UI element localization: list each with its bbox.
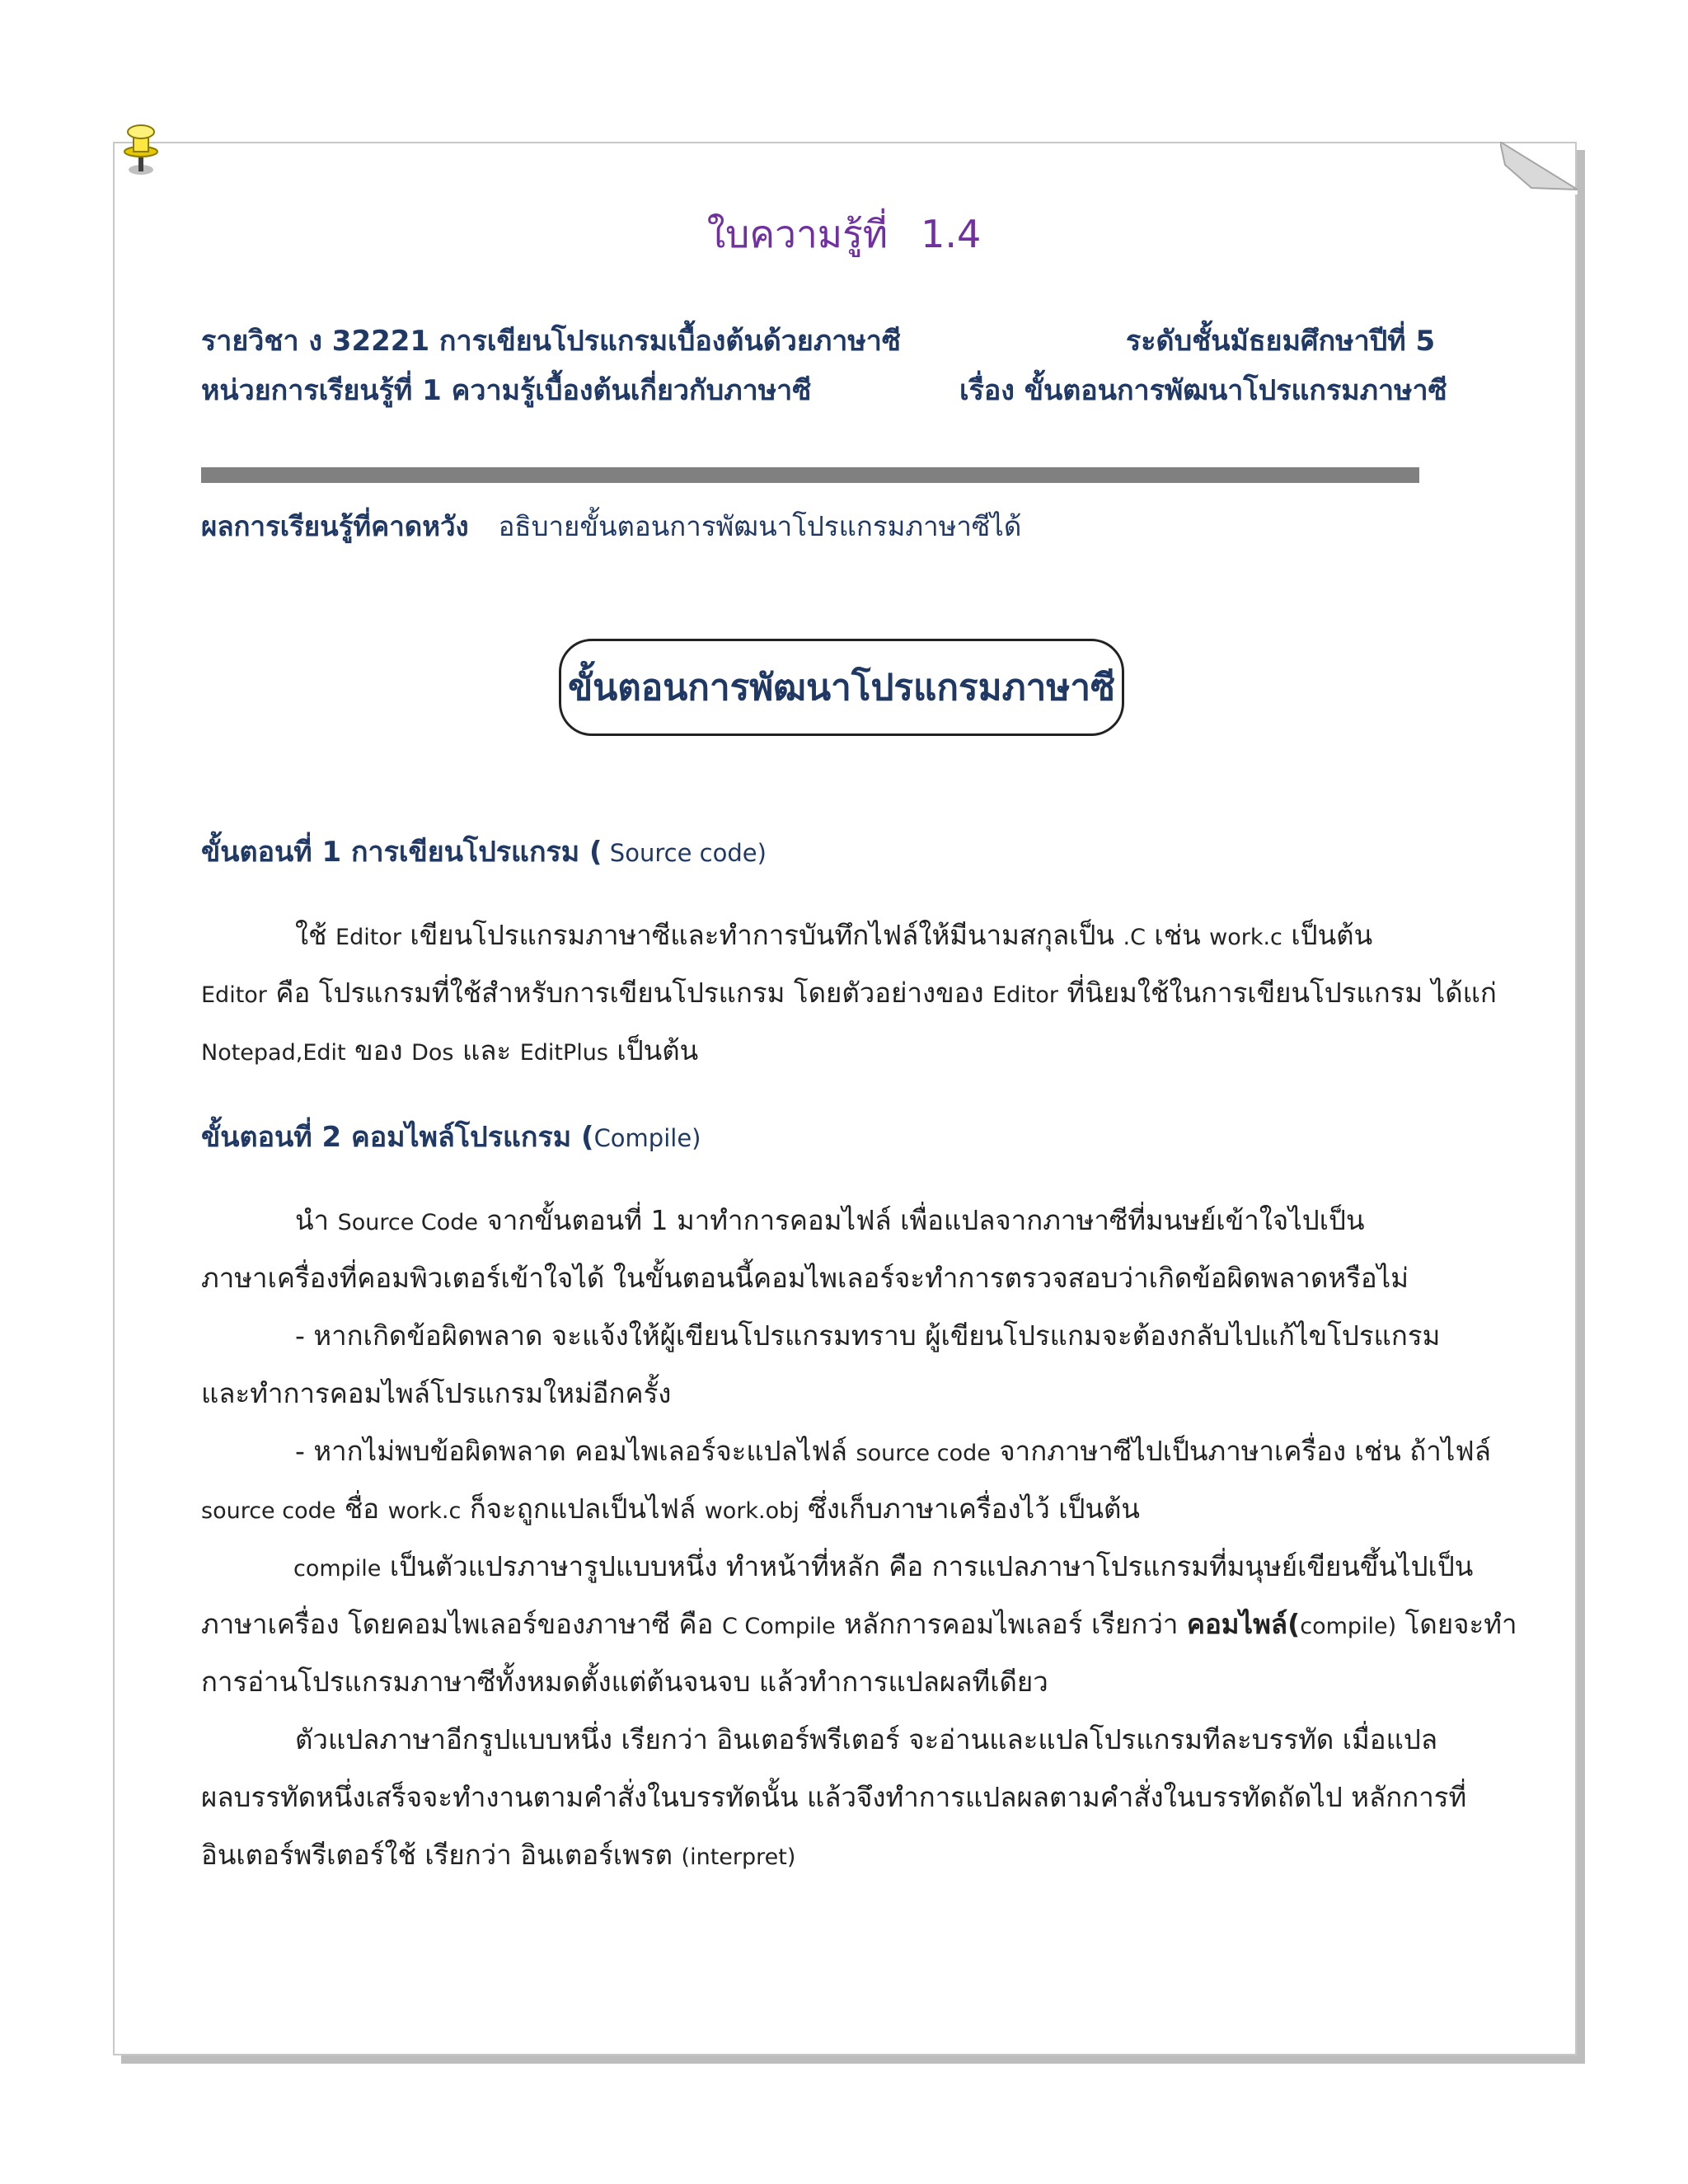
- text-run: หลักการคอมไพเลอร์ เรียกว่า: [835, 1608, 1187, 1640]
- paragraph-line: [201, 1256, 1409, 1300]
- paper-sheet: [113, 142, 1577, 2055]
- text-run: โดยจะทำ: [1396, 1608, 1517, 1640]
- step-2-heading-en: Compile): [593, 1124, 701, 1152]
- text-run: เป็นตัวแปรภาษารูปแบบหนึ่ง ทำหน้าที่หลัก คือ การแปลภาษาโปรแกรมที่มนุษย์เขียนขึ้นไปเป็น: [381, 1550, 1474, 1582]
- paragraph-line: [295, 1198, 1365, 1242]
- text-run: และทำการคอมไพล์โปรแกรมใหม่อีกครั้ง: [201, 1377, 672, 1409]
- paragraph-line: [295, 1314, 1440, 1357]
- paragraph-line: [295, 913, 1372, 957]
- text-run: Notepad,Edit: [201, 1040, 346, 1066]
- text-run: ชื่อ: [335, 1493, 388, 1525]
- page-title: [0, 204, 1688, 265]
- text-run: compile): [1300, 1614, 1397, 1639]
- header-divider: [201, 467, 1419, 483]
- text-run: คือ โปรแกรมที่ใช้สำหรับการเขียนโปรแกรม โดยตัวอย่างของ: [266, 977, 993, 1009]
- step-1-heading-text: ขั้นตอนที่ 1 การเขียนโปรแกรม (: [201, 836, 603, 869]
- text-run: .C: [1123, 925, 1146, 950]
- topic-line: เรื่อง ขั้นตอนการพัฒนาโปรแกรมภาษาซี: [959, 374, 1447, 407]
- text-run: C Compile: [721, 1614, 836, 1639]
- grade-level: ระดับชั้นมัธยมศึกษาปีที่ 5: [1126, 325, 1436, 358]
- expected-outcome: [201, 504, 1021, 548]
- text-run: work.c: [1209, 925, 1282, 950]
- text-run: source code: [201, 1498, 336, 1524]
- text-run: นำ: [295, 1204, 338, 1236]
- title-text: ใบความรู้ที่: [706, 212, 889, 256]
- text-run: เป็นต้น: [607, 1034, 699, 1066]
- paragraph-line: [201, 1660, 1048, 1704]
- text-run: Dos: [411, 1040, 454, 1066]
- text-run: การอ่านโปรแกรมภาษาซีทั้งหมดตั้งแต่ต้นจนจบ แล้วทำการแปลผลทีเดียว: [201, 1666, 1048, 1698]
- outcome-label: ผลการเรียนรู้ที่คาดหวัง: [201, 510, 469, 542]
- text-run: (interpret): [681, 1844, 796, 1870]
- text-run: เช่น: [1145, 919, 1210, 951]
- paragraph-line: [201, 1371, 671, 1415]
- text-run: ผลบรรทัดหนึ่งเสร็จจะทำงานตามคำสั่งในบรรทัดนั้น แล้วจึงทำการแปลผลตามคำสั่งในบรรทัดถัดไป หลักการที่: [201, 1781, 1467, 1813]
- text-run: work.obj: [704, 1498, 799, 1524]
- paragraph-line: [295, 1718, 1437, 1761]
- text-run: - หากไม่พบข้อผิดพลาด คอมไพเลอร์จะแปลไฟล์: [295, 1435, 856, 1467]
- text-run: ของ: [345, 1034, 412, 1066]
- text-run: ตัวแปลภาษาอีกรูปแบบหนึ่ง เรียกว่า อินเตอร์พรีเตอร์ จะอ่านและแปลโปรแกรมทีละบรรทัด เมื่อแปล: [295, 1723, 1438, 1755]
- paragraph-line: [201, 1833, 795, 1877]
- text-run: work.c: [387, 1498, 462, 1524]
- pushpin-icon: [120, 120, 162, 186]
- outcome-text: อธิบายขั้นตอนการพัฒนาโปรแกรมภาษาซีได้: [498, 510, 1022, 542]
- text-run: ที่นิยมใช้ในการเขียนโปรแกรม ได้แก่: [1057, 977, 1497, 1009]
- paragraph-line: [201, 1029, 698, 1072]
- paragraph-line: [295, 1429, 1491, 1473]
- text-run: EditPlus: [519, 1040, 608, 1066]
- step-1-heading: [201, 829, 767, 874]
- text-run: จากภาษาซีไปเป็นภาษาเครื่อง เช่น ถ้าไฟล์: [990, 1435, 1491, 1467]
- text-run: source code: [856, 1441, 991, 1466]
- text-run: ใช้: [295, 919, 336, 951]
- text-run: Editor: [335, 925, 401, 950]
- step-2-heading-text: ขั้นตอนที่ 2 คอมไพล์โปรแกรม (: [201, 1121, 594, 1154]
- text-run: ซึ่งเก็บภาษาเครื่องไว้ เป็นต้น: [799, 1493, 1140, 1525]
- text-run: จากขั้นตอนที่ 1 มาทำการคอมไฟล์ เพื่อแปลจากภาษาซีที่มนษย์เข้าใจไปเป็น: [478, 1204, 1365, 1236]
- paragraph-line: [201, 1602, 1517, 1646]
- unit-line: หน่วยการเรียนรู้ที่ 1 ความรู้เบื้องต้นเกี่ยวกับภาษาซี: [201, 374, 812, 407]
- text-run: เขียนโปรแกรมภาษาซีและทำการบันทึกไฟล์ให้มีนามสกุลเป็น: [401, 919, 1123, 951]
- text-run: ภาษาเครื่อง โดยคอมไพเลอร์ของภาษาซี คือ: [201, 1608, 722, 1640]
- text-run: Editor: [201, 982, 267, 1008]
- text-run: ภาษาเครื่องที่คอมพิวเตอร์เข้าใจได้ ในขั้นตอนนี้คอมไพเลอร์จะทำการตรวจสอบว่าเกิดข้อผิดพลาดหรือไม่: [201, 1262, 1409, 1294]
- text-run: compile: [293, 1556, 382, 1582]
- text-run: อินเตอร์พรีเตอร์ใช้ เรียกว่า อินเตอร์เพรต: [201, 1839, 682, 1871]
- text-run: เป็นต้น: [1282, 919, 1373, 951]
- subject-line: รายวิชา ง 32221 การเขียนโปรแกรมเบื้องต้นด้วยภาษาซี: [201, 325, 901, 358]
- paragraph-line: [293, 1544, 1473, 1588]
- text-run: ก็จะถูกแปลเป็นไฟล์: [461, 1493, 705, 1525]
- step-2-heading: [201, 1114, 701, 1159]
- step-1-heading-en: Source code): [602, 839, 767, 867]
- paragraph-line: [201, 971, 1497, 1015]
- paragraph-line: [201, 1487, 1140, 1530]
- paragraph-line: [201, 1775, 1466, 1819]
- page-curl-corner: [1500, 142, 1578, 194]
- text-run: และ: [453, 1034, 520, 1066]
- text-run: คอมไพล์(: [1186, 1608, 1301, 1640]
- text-run: Source Code: [337, 1210, 479, 1235]
- text-run: Editor: [992, 982, 1058, 1008]
- topic-box: ขั้นตอนการพัฒนาโปรแกรมภาษาซี: [559, 639, 1124, 736]
- text-run: - หากเกิดข้อผิดพลาด จะแจ้งให้ผู้เขียนโปรแกรมทราบ ผู้เขียนโปรแกมจะต้องกลับไปแก้ไขโปรแกรม: [295, 1319, 1441, 1352]
- title-number: 1.4: [921, 212, 982, 256]
